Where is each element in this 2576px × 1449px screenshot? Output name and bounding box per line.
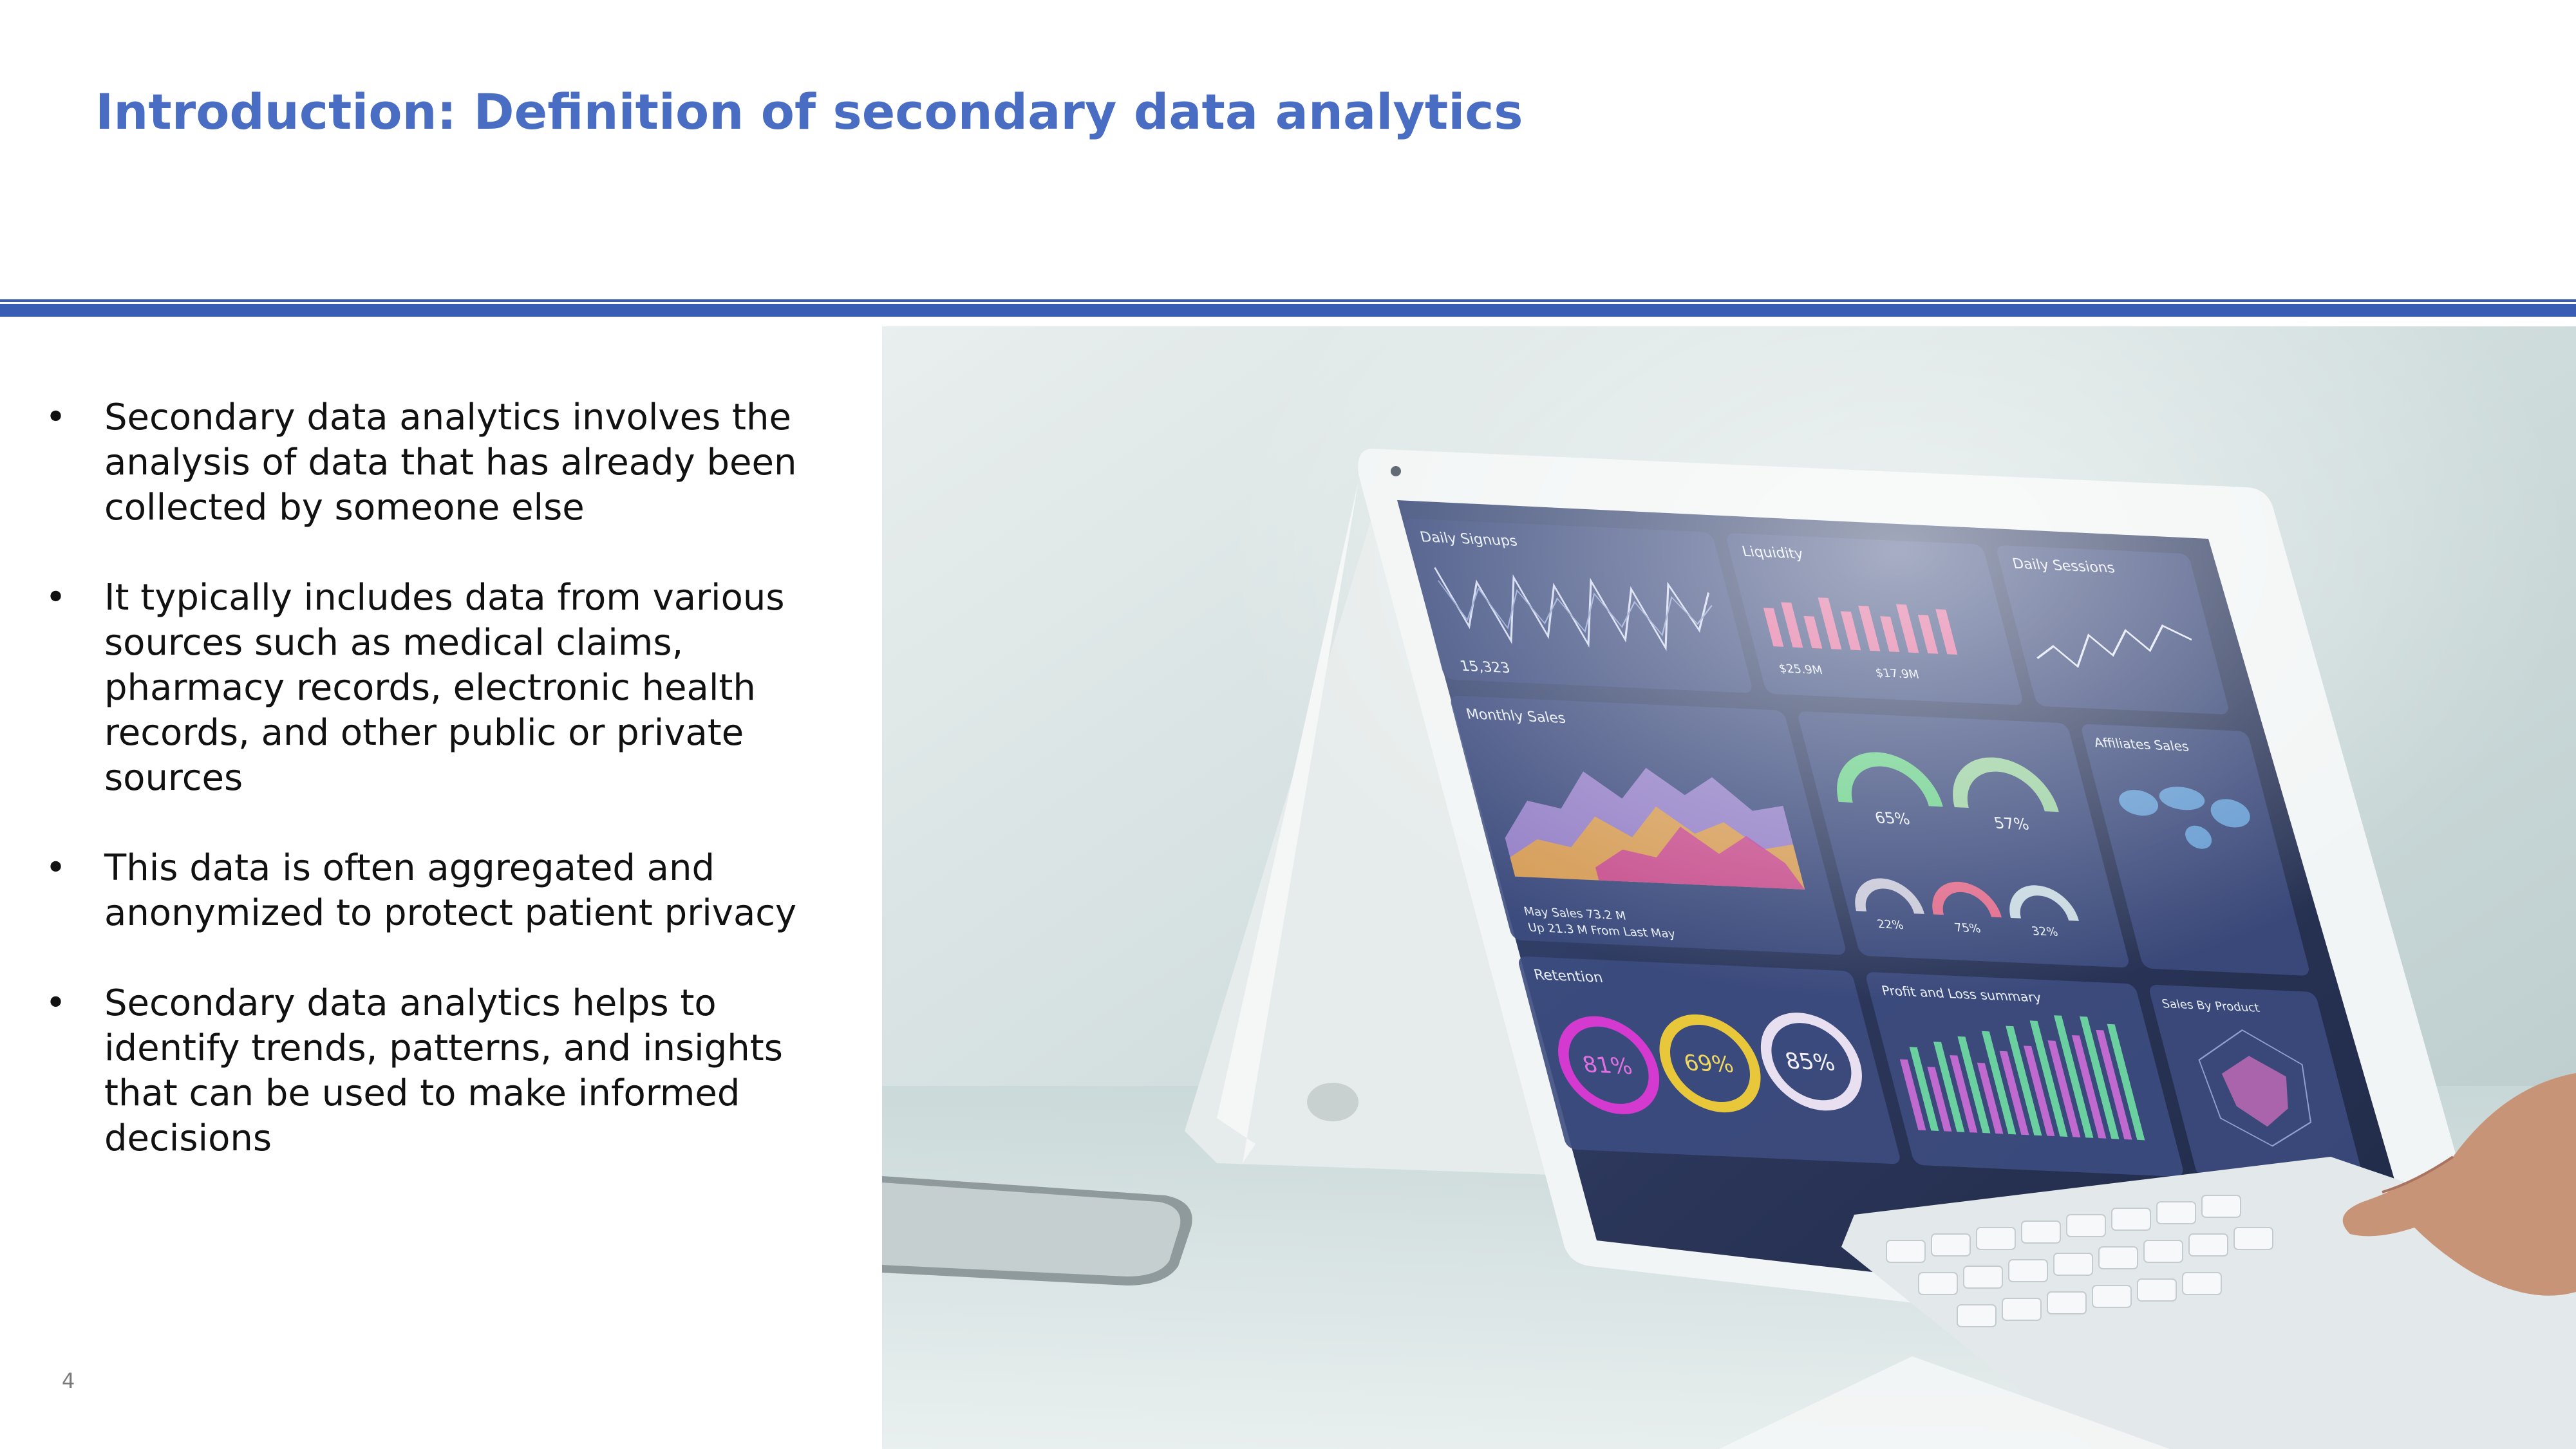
bullet-text: It typically includes data from various sources such as medical claims, pharmacy records, electronic health records, and other public or private sources: [104, 577, 785, 799]
bullet-marker: •: [45, 397, 67, 438]
bullet-item: [39, 575, 863, 801]
bullet-text: Secondary data analytics involves the analysis of data that has already been collected by someone else: [104, 397, 797, 528]
laptop-dashboard-photo: [882, 326, 2576, 1449]
bullet-marker: •: [45, 982, 67, 1024]
bullet-list: [39, 395, 863, 1206]
bullet-item: [39, 981, 863, 1161]
page-number: 4: [62, 1369, 75, 1393]
bullet-text: Secondary data analytics helps to identify trends, patterns, and insights that can be used to make informed decisions: [104, 982, 783, 1159]
bullet-item: [39, 395, 863, 530]
photo-illustration: [882, 326, 2576, 1449]
bullet-item: [39, 846, 863, 936]
header-divider: [0, 304, 2576, 317]
bullet-marker: •: [45, 847, 67, 889]
bullet-marker: •: [45, 577, 67, 619]
slide-title: Introduction: Definition of secondary data analytics: [95, 83, 1523, 140]
bullet-text: This data is often aggregated and anonymized to protect patient privacy: [104, 847, 797, 934]
